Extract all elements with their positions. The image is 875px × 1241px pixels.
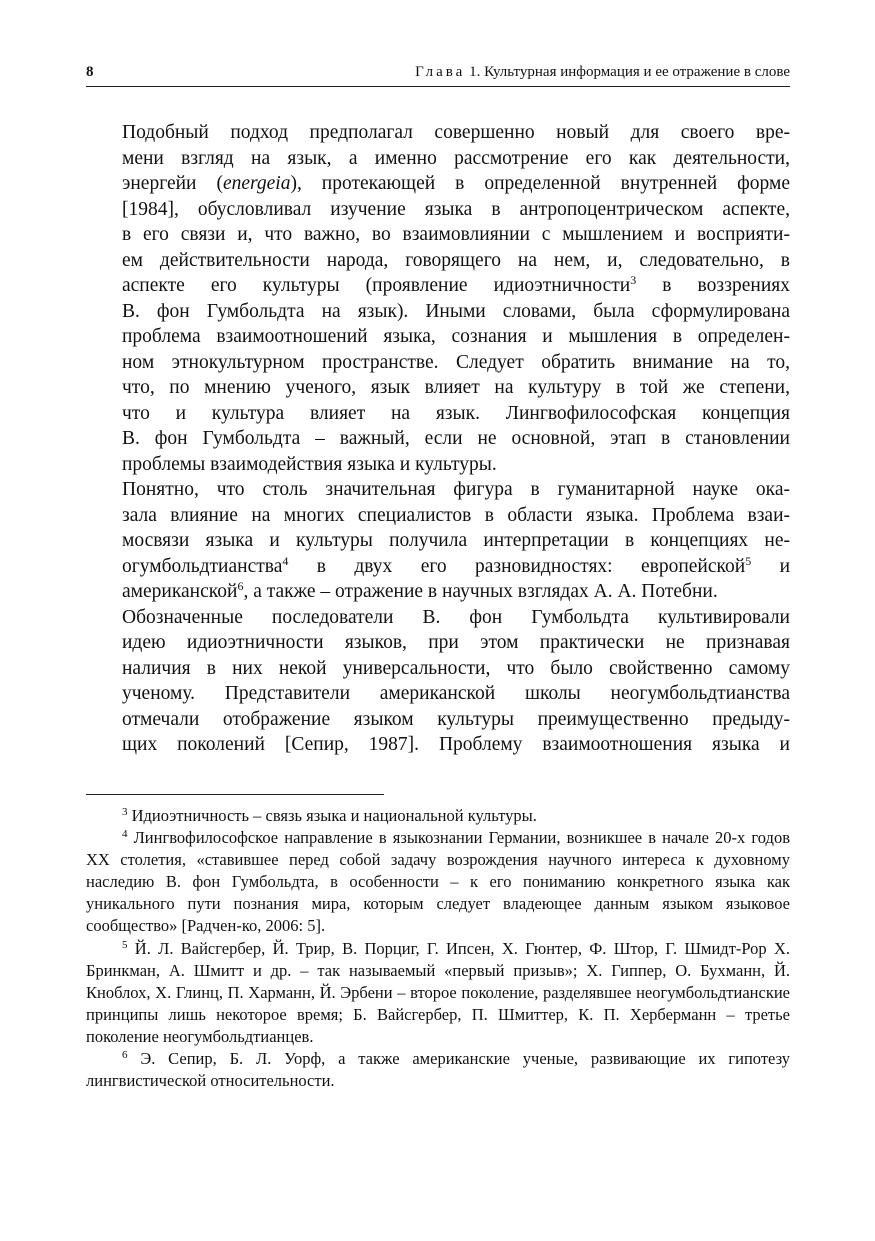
footnotes [86,805,790,1092]
italic-term: energeia [222,173,291,194]
text-line: В. фон Гумбольдта – важный, если не основной, этап в становлении [122,428,790,449]
text-line: зала влияние на многих специалистов в области языка. Проблема взаи- [122,504,790,526]
footnote-5 [86,938,790,1048]
text-line: В. фон Гумбольдта на язык). Иными словами, была сформулирована [122,300,790,322]
text-line: щих поколений [Сепир, 1987]. Проблему взаимоотношения языка и [122,734,790,755]
text-line: Подобный подход предполагал совершенно новый для своего вре- [122,122,790,143]
footnote-text: Идиоэтничность – связь языка и национальной культуры. [127,806,537,825]
footnote-text: Э. Сепир, Б. Л. Уорф, а также американские ученые, развивающие их гипотезу лингвистической относительности. [86,1049,790,1091]
footnote-6 [86,1048,790,1092]
text-line: мосвязи языка и культуры получила интерпретации в концепциях не- [122,530,790,551]
footnote-text: Лингвофилософское направление в языкознании Германии, возникшее в начале 20-х годов XX столетия, «ставившее перед собой задачу возрождения научного интереса к духовному наследию В. фон Гумбольдта, в особенности – к его пониманию конкретного языка как уникального пути познания мира, которым следует владеющее данным языком языковое сообщество» [Радчен-ко, 2006: 5]. [86,828,790,936]
text-line: в его связи и, что важно, во взаимовлиянии с мышлением и восприяти- [122,224,790,245]
footnote-marker: 3 [630,273,637,287]
text-line: энергейи (energeia), протекающей в определенной внутренней форме [122,173,790,194]
text-line: проблемы взаимодействия языка и культуры. [122,453,497,475]
text-line: ном этнокультурном пространстве. Следует обратить внимание на то, [122,351,790,373]
footnote-marker: 5 [745,553,752,568]
running-head [415,64,790,81]
footnote-marker: 4 [282,553,289,568]
text-line: американской$^6$, а также – отражение в научных взглядах А. А. Потебни. [122,579,718,602]
text-line: огумбольдтианства$^4$ в двух его разновидностях: европейской$^5$ и [122,553,791,577]
chapter-word: Глава [415,64,466,80]
paragraph [86,605,790,758]
page-number: 8 [86,64,94,80]
paragraph [86,477,790,605]
text-line: [1984], обусловливал изучение языка в антропоцентрическом аспекте, [122,198,790,220]
text-line: идею идиоэтничности языков, при этом практически не признавая [122,632,790,653]
text-line: аспекте его культуры (проявление идиоэтничности$^3$ в воззрениях [122,273,791,296]
paragraph [86,120,790,477]
body-text [86,120,790,758]
footnote-number: 3 [122,806,128,818]
text-line: Обозначенные последователи В. фон Гумбольдта культивировали [122,606,790,628]
footnote-4 [86,827,790,937]
footnote-text: Й. Л. Вайсгербер, Й. Трир, В. Порциг, Г. Ипсен, Х. Гюнтер, Ф. Штор, Г. Шмидт-Рор Х. Бринкман, А. Шмитт и др. – так называемый «первый призыв»; Х. Гиппер, О. Бухманн, Й. Кноблох, Х. Глинц, П. Харманн, Й. Эрбени – второе поколение, разделявшее неогумбольдтианские принципы лишь некоторое время; Б. Вайсгербер, П. Шмиттер, К. П. Херберманн – третье поколение неогумбольдтианцев. [86,938,790,1046]
text-line: ученому. Представители американской школы неогумбольдтианства [122,683,790,704]
chapter-title: 1. Культурная информация и ее отражение в слове [469,64,790,80]
text-line: что и культура влияет на язык. Лингвофилософская концепция [122,402,790,424]
page-header [86,64,790,87]
text-line: ем действительности народа, говорящего на нем, и, следовательно, в [122,249,790,271]
text-line: мени взгляд на язык, а именно рассмотрение его как деятельности, [122,147,790,169]
text-line: Понятно, что столь значительная фигура в гуманитарной науке ока- [122,479,790,500]
footnote-number: 5 [122,938,128,951]
text-line: что, по мнению ученого, язык влияет на культуру в той же степени, [122,377,790,398]
text-line: отмечали отображение языком культуры преимущественно предыду- [122,708,790,730]
footnote-number: 6 [122,1049,128,1062]
footnote-divider [86,794,384,795]
text-line: наличия в них некой универсальности, что было свойственно самому [122,657,790,679]
text-line: проблема взаимоотношений языка, сознания и мышления в определен- [122,326,790,347]
footnote-3 [86,805,790,827]
footnote-marker: 6 [237,579,244,593]
footnote-number: 4 [122,828,128,841]
